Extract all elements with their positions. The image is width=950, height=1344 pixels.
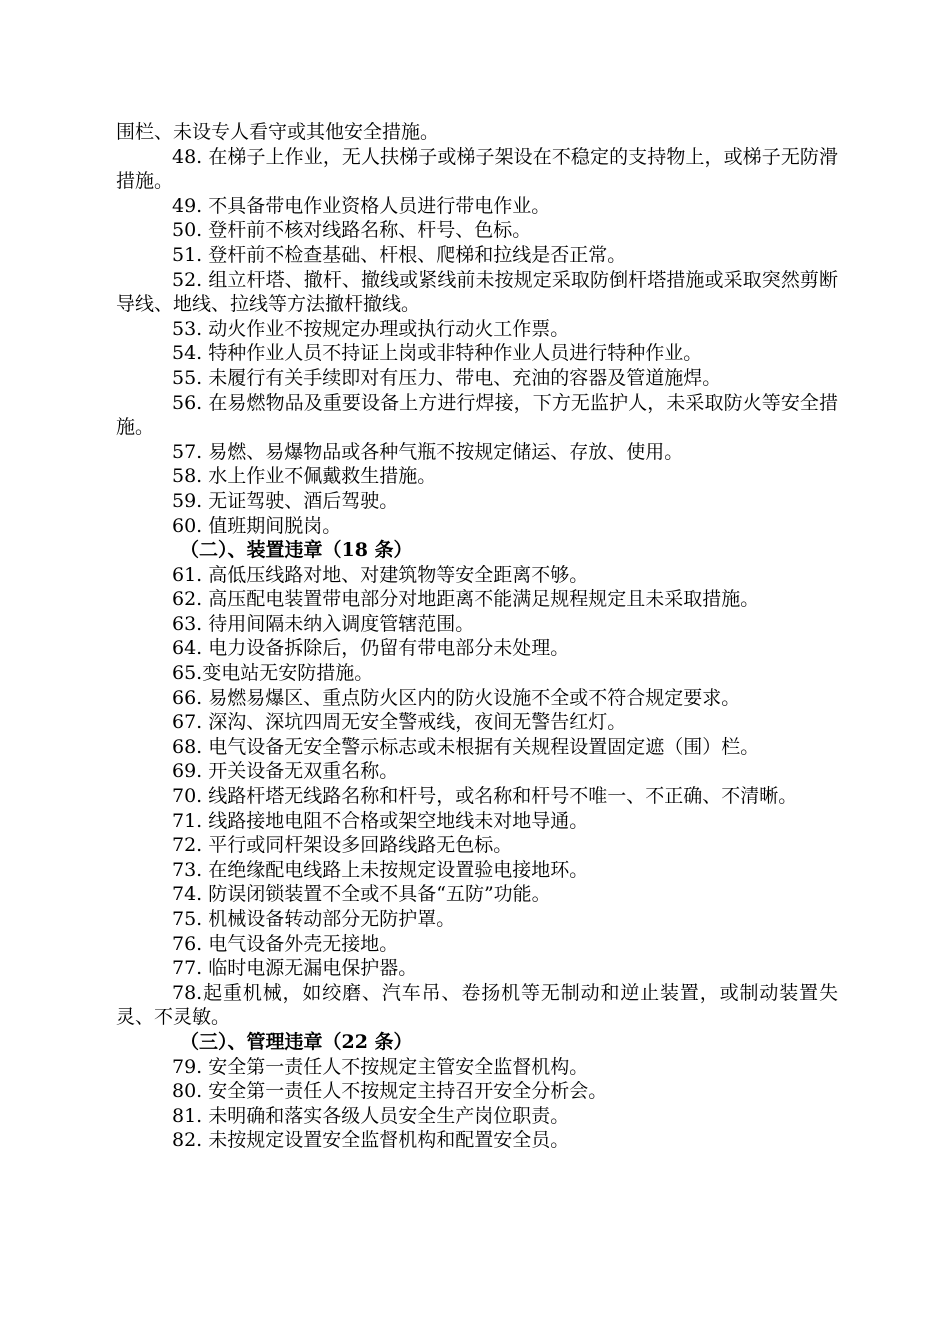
list-item: 59. 无证驾驶、酒后驾驶。 <box>172 489 399 512</box>
list-item: 54. 特种作业人员不持证上岗或非特种作业人员进行特种作业。 <box>172 342 703 365</box>
list-item: 64. 电力设备拆除后，仍留有带电部分未处理。 <box>172 637 570 660</box>
list-item: 62. 高压配电装置带电部分对地距离不能满足规程规定且未采取措施。 <box>172 588 760 611</box>
list-item: 65.变电站无安防措施。 <box>172 662 374 685</box>
list-item: 80. 安全第一责任人不按规定主持召开安全分析会。 <box>172 1080 608 1103</box>
list-item: 60. 值班期间脱岗。 <box>172 514 342 537</box>
list-item: 50. 登杆前不核对线路名称、杆号、色标。 <box>172 219 532 242</box>
list-item: 53. 动火作业不按规定办理或执行动火工作票。 <box>172 317 570 340</box>
list-item: 68. 电气设备无安全警示标志或未根据有关规程设置固定遮（围）栏。 <box>172 735 760 758</box>
list-item: 74. 防误闭锁装置不全或不具备“五防”功能。 <box>172 883 551 906</box>
list-item: 70. 线路杆塔无线路名称和杆号，或名称和杆号不唯一、不正确、不清晰。 <box>172 785 798 808</box>
continued-paragraph: 围栏、未设专人看守或其他安全措施。 <box>116 121 440 143</box>
section-heading: （三）、管理违章（22 条） <box>180 1030 413 1053</box>
list-item: 55. 未履行有关手续即对有压力、带电、充油的容器及管道施焊。 <box>172 366 722 389</box>
list-item: 79. 安全第一责任人不按规定主管安全监督机构。 <box>172 1055 589 1078</box>
list-item: 58. 水上作业不佩戴救生措施。 <box>172 465 437 488</box>
list-item: 51. 登杆前不检查基础、杆根、爬梯和拉线是否正常。 <box>172 243 627 266</box>
list-item: 56. 在易燃物品及重要设备上方进行焊接，下方无监护人，未采取防火等安全措施。 <box>116 391 838 439</box>
list-item: 49. 不具备带电作业资格人员进行带电作业。 <box>172 194 551 217</box>
list-item: 57. 易燃、易爆物品或各种气瓶不按规定储运、存放、使用。 <box>172 440 684 463</box>
list-item: 77. 临时电源无漏电保护器。 <box>172 957 418 980</box>
list-item: 71. 线路接地电阻不合格或架空地线未对地导通。 <box>172 809 589 832</box>
list-item: 63. 待用间隔未纳入调度管辖范围。 <box>172 612 475 635</box>
list-item: 78.起重机械，如绞磨、汽车吊、卷扬机等无制动和逆止装置，或制动装置失灵、不灵敏。 <box>116 981 838 1029</box>
section-heading: （二）、装置违章（18 条） <box>180 539 413 562</box>
list-item: 67. 深沟、深坑四周无安全警戒线，夜间无警告红灯。 <box>172 711 627 734</box>
list-item: 72. 平行或同杆架设多回路线路无色标。 <box>172 834 513 857</box>
list-item: 52. 组立杆塔、撤杆、撤线或紧线前未按规定采取防倒杆塔措施或采取突然剪断导线、地线、拉线等方法撤杆撤线。 <box>116 268 838 316</box>
list-item: 73. 在绝缘配电线路上未按规定设置验电接地环。 <box>172 858 589 881</box>
list-item: 81. 未明确和落实各级人员安全生产岗位职责。 <box>172 1104 570 1127</box>
document-body <box>116 120 838 1153</box>
list-item: 82. 未按规定设置安全监督机构和配置安全员。 <box>172 1129 570 1152</box>
list-item: 66. 易燃易爆区、重点防火区内的防火设施不全或不符合规定要求。 <box>172 686 741 709</box>
list-item: 61. 高低压线路对地、对建筑物等安全距离不够。 <box>172 563 589 586</box>
list-item: 75. 机械设备转动部分无防护罩。 <box>172 908 456 930</box>
list-item: 48. 在梯子上作业，无人扶梯子或梯子架设在不稳定的支持物上，或梯子无防滑措施。 <box>116 145 838 193</box>
list-item: 69. 开关设备无双重名称。 <box>172 760 399 783</box>
list-item: 76. 电气设备外壳无接地。 <box>172 932 399 955</box>
